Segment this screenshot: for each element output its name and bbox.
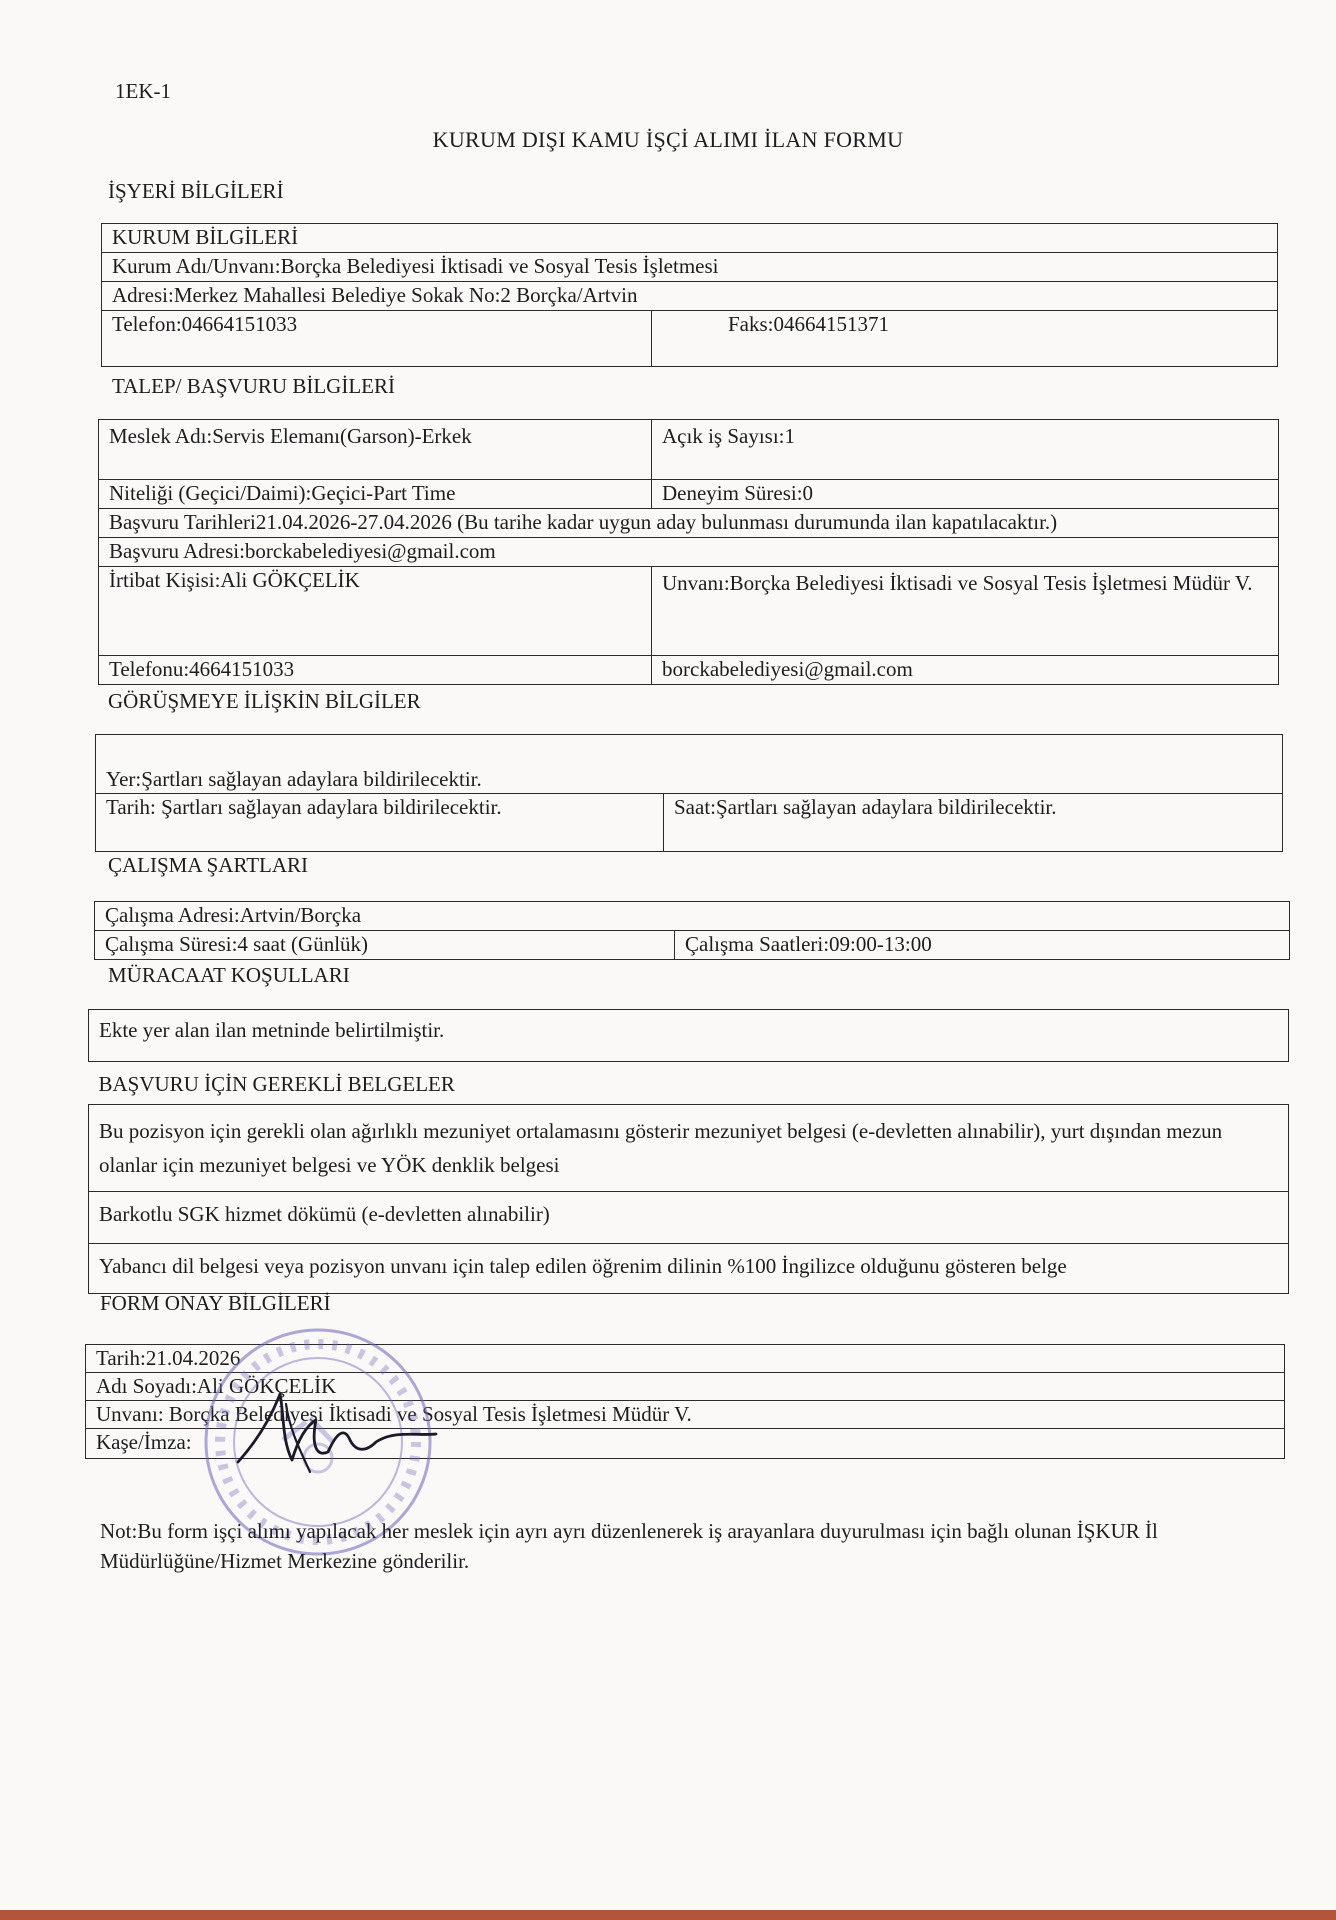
section-onay: FORM ONAY BİLGİLERİ	[100, 1291, 331, 1315]
acik-is-sayisi: Açık iş Sayısı:1	[652, 420, 1279, 480]
basvuru-adresi: Başvuru Adresi:borckabelediyesi@gmail.com	[99, 538, 1279, 567]
gorusme-yer: Yer:Şartları sağlayan adaylara bildirilecektir.	[96, 735, 1283, 794]
onay-ad-soyad: Adı Soyadı:Ali GÖKÇELİK	[86, 1373, 1285, 1401]
muracaat-kosullari: Ekte yer alan ilan metninde belirtilmiştir.	[89, 1010, 1289, 1062]
page-edge	[0, 1910, 1336, 1920]
talep-table	[98, 419, 1279, 685]
kurum-faks: Faks:04664151371	[652, 311, 1278, 367]
kurum-heading: KURUM BİLGİLERİ	[102, 224, 1278, 253]
calisma-suresi: Çalışma Süresi:4 saat (Günlük)	[95, 931, 675, 960]
gorusme-tarih: Tarih: Şartları sağlayan adaylara bildirilecektir.	[96, 794, 664, 852]
section-gorusme: GÖRÜŞMEYE İLİŞKİN BİLGİLER	[108, 689, 421, 713]
section-calisma: ÇALIŞMA ŞARTLARI	[108, 853, 309, 877]
section-muracaat: MÜRACAAT KOŞULLARI	[108, 963, 350, 987]
deneyim-suresi: Deneyim Süresi:0	[652, 480, 1279, 509]
calisma-adresi: Çalışma Adresi:Artvin/Borçka	[95, 902, 1290, 931]
niteligi: Niteliği (Geçici/Daimi):Geçici-Part Time	[99, 480, 652, 509]
kurum-telefon: Telefon:04664151033	[102, 311, 652, 367]
kurum-adresi: Adresi:Merkez Mahallesi Belediye Sokak No:2 Borçka/Artvin	[102, 282, 1278, 311]
irtibat-kisisi: İrtibat Kişisi:Ali GÖKÇELİK	[99, 567, 652, 656]
onay-kase-imza: Kaşe/İmza:	[86, 1429, 1285, 1459]
irtibat-email: borckabelediyesi@gmail.com	[652, 656, 1279, 685]
calisma-saatleri: Çalışma Saatleri:09:00-13:00	[675, 931, 1290, 960]
form-title: KURUM DIŞI KAMU İŞÇİ ALIMI İLAN FORMU	[432, 127, 904, 152]
belgeler-heading: BAŞVURU İÇİN GEREKLİ BELGELER	[89, 1062, 1289, 1105]
section-isyeri: İŞYERİ BİLGİLERİ	[108, 179, 284, 203]
meslek-adi: Meslek Adı:Servis Elemanı(Garson)-Erkek	[99, 420, 652, 480]
belge-2: Barkotlu SGK hizmet dökümü (e-devletten alınabilir)	[89, 1192, 1289, 1244]
onay-tarih: Tarih:21.04.2026	[86, 1345, 1285, 1373]
calisma-table	[94, 901, 1290, 960]
irtibat-unvani: Unvanı:Borçka Belediyesi İktisadi ve Sosyal Tesis İşletmesi Müdür V.	[652, 567, 1279, 656]
gorusme-saat: Saat:Şartları sağlayan adaylara bildirilecektir.	[664, 794, 1283, 852]
basvuru-tarihleri: Başvuru Tarihleri21.04.2026-27.04.2026 (Bu tarihe kadar uygun aday bulunması durumunda ilan kapatılacaktır.)	[99, 509, 1279, 538]
belge-3: Yabancı dil belgesi veya pozisyon unvanı için talep edilen öğrenim dilinin %100 İngilizce olduğunu gösteren belge	[89, 1244, 1289, 1294]
belge-1: Bu pozisyon için gerekli olan ağırlıklı mezuniyet ortalamasını gösterir mezuniyet belgesi (e-devletten alınabilir), yurt dışından mezun olanlar için mezuniyet belgesi ve YÖK denklik belgesi	[89, 1105, 1289, 1192]
onay-unvan: Unvanı: Borçka Belediyesi İktisadi ve Sosyal Tesis İşletmesi Müdür V.	[86, 1401, 1285, 1429]
form-note: Not:Bu form işçi alımı yapılacak her meslek için ayrı ayrı düzenlenerek iş arayanlara duyurulması için bağlı olunan İŞKUR İl Müdürlüğüne/Hizmet Merkezine gönderilir.	[100, 1519, 1158, 1573]
kurum-adi: Kurum Adı/Unvanı:Borçka Belediyesi İktisadi ve Sosyal Tesis İşletmesi	[102, 253, 1278, 282]
section-talep: TALEP/ BAŞVURU BİLGİLERİ	[112, 374, 395, 398]
annex-label: 1EK-1	[115, 79, 171, 103]
gorusme-table	[95, 734, 1283, 852]
kurum-table	[101, 223, 1278, 367]
irtibat-telefonu: Telefonu:4664151033	[99, 656, 652, 685]
muracaat-table	[88, 1009, 1289, 1294]
